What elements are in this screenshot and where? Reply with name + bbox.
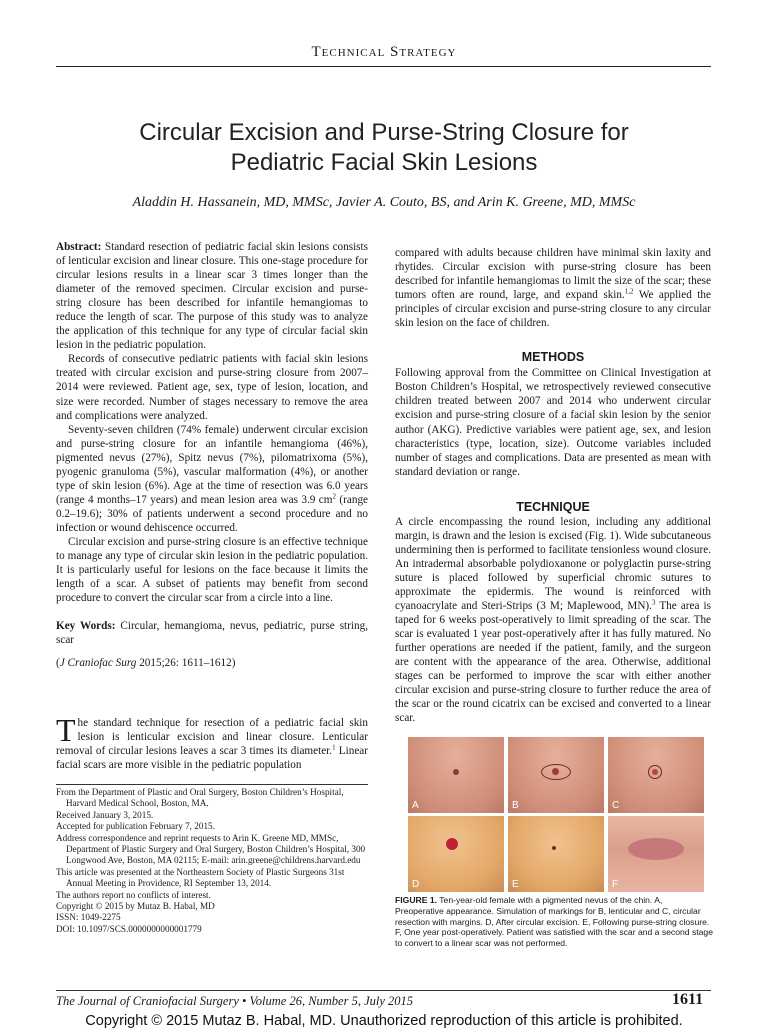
photo-panel-a [408,737,504,813]
photo-panel-c [608,737,704,813]
body-right-column [395,246,711,725]
footnote-rule [56,784,368,785]
panel-label-d: D [412,879,420,890]
intro-text: he standard technique for resection of a pediatric facial skin lesion is lenticular excision and linear closure. Lenticular removal of circular lesions leaves a scar 3 times its diameter. [56,717,368,758]
caption-text: Ten-year-old female with a pigmented nevus of the chin. A, Preoperative appearance. Simulation of markings for B, lenticular and C, circular resection with margins. D, After circular excision. E, Following purse-string closure. F, One year post-operatively. Patient was satisfied with the scar and a second stage to convert to a linear scar was not performed. [395,895,713,949]
abstract-p1: Standard resection of pediatric facial skin lesions consists of lenticular excision and linear closure. This one-stage procedure for circular lesions results in a linear scar 3 times longer than the diameter of the removed specimen. Circular excision and purse-string closure has been described for infantile hemangiomas to reduce the length of scar. The purpose of this study was to analyze the application of this technique for any type of circular facial skin lesion in the pediatric population. [56,241,368,352]
keywords-label: Key Words: [56,620,116,633]
abstract-p3-b: (range 0.2–19.6); 30% of patients underwent a second procedure and no infection or wound dehiscence occurred. [56,493,369,534]
wound [446,838,458,850]
continuation-a: compared with adults because children have minimal skin laxity and rhytides. Circular excision with purse-string closure has been described for infantile hemangiomas to limit the size of the scar; these tumors often are round, large, and expand skin. [395,247,711,302]
photo-panel-b [508,737,604,813]
abstract-p2: Records of consecutive pediatric patients with facial skin lesions treated with circular excision and purse-string closure from 2007–2014 were reviewed. Patient age, sex, type of lesion, location, and size were recorded. Number of stages necessary to remove the area and complications were analyzed. [56,353,368,422]
footnotes [56,787,368,935]
introduction [56,712,368,772]
journal-name: The Journal of Craniofacial Surgery [56,994,239,1008]
footer-journal [56,994,413,1009]
abstract-p3-a: Seventy-seven children (74% female) underwent circular excision and purse-string closure for an infantile hemangioma (46%), pigmented nevus (27%), Spitz nevus (7%), pilomatrixoma (5%), pyogenic granuloma (5%), vascular malformation (4%), or another type of skin lesion (6%). Age at the time of resection was 6.0 years (range 4 months–17 years) and mean lesion area was 3.9 cm [56,423,368,506]
photo-panel-d [408,816,504,892]
lips [628,838,684,860]
article-title [60,118,708,178]
panel-label-c: C [612,800,620,811]
methods-text: Following approval from the Committee on Clinical Investigation at Boston Children’s Hospital, we retrospectively reviewed consecutive children treated between 2007 and 2014 who underwent circular excision and purse-string closure of a facial skin lesion by the senior author (AKG). Predictive variables were patient age, sex, and lesion characteristics (type, location, size). Outcome variables included number of stages and complications. Data are presented as mean with standard deviation or range. [395,367,711,478]
citation-journal: J Craniofac Surg [59,657,137,670]
page-number: 1611 [672,991,704,1008]
purse-string-closure [552,846,556,850]
photo-panel-e [508,816,604,892]
footnote-correspondence: Address correspondence and reprint requests to Arin K. Greene MD, MMSc, Department of Plastic Surgery and Oral Surgery, Boston Children’s Hospital, 300 Longwood Ave, Boston, MA 02115; E-mail: arin.greene@childrens.harvard.edu [56,832,366,866]
figure-1 [408,737,708,892]
author-list: Aladdin H. Hassanein, MD, MMSc, Javier A. Couto, BS, and Arin K. Greene, MD, MMSc [132,195,636,210]
footnote-accepted: Accepted for publication February 7, 2015. [56,821,215,832]
continuation-b: We applied the principles of circular excision and purse-string closure to any circular skin lesion on the face of children. [395,289,711,330]
caption-label: FIGURE 1. [395,895,438,905]
nevus-marking [552,768,559,775]
footnote-doi: DOI: 10.1097/SCS.0000000000001779 [56,923,202,934]
footnote-conflicts: The authors report no conflicts of interest. [56,889,211,900]
superscript: 2 [332,492,336,501]
running-head: Technical Strategy [311,44,457,60]
title-line-2: Pediatric Facial Skin Lesions [230,149,538,176]
citation: (J Craniofac Surg 2015;26: 1611–1612) [56,657,236,670]
footnote-presentation: This article was presented at the Northeastern Society of Plastic Surgeons 31st Annual Meeting in Providence, RI September 13, 2014. [56,866,345,889]
photo-panel-f [608,816,704,892]
abstract-label: Abstract: [56,241,102,253]
nevus-marking [652,769,658,775]
title-line-1: Circular Excision and Purse-String Closure for [139,119,629,146]
panel-label-f: F [612,879,619,890]
intro-text-2: Linear facial scars are more visible in the pediatric population [56,745,368,772]
panel-label-b: B [512,800,519,811]
abstract [56,240,368,670]
superscript: 1 [332,743,336,752]
footer-rule [56,990,711,991]
figure-caption [395,895,713,949]
panel-label-e: E [512,879,519,890]
separator-bullet: • [242,994,247,1008]
keywords [56,619,368,647]
abstract-p3 [56,423,368,535]
footnote-issn: ISSN: 1049-2275 [56,912,121,923]
abstract-p4: Circular excision and purse-string closure is an effective technique to manage any type of circular skin lesion in the pediatric population. It is particularly useful for lesions on the face because it limits the length of a scar. A subset of patients may benefit from second procedure to convert the circular scar from a circle into a line. [56,535,368,605]
footnote-affiliation: From the Department of Plastic and Oral Surgery, Boston Children’s Hospital, Harvard Medical School, Boston, MA. [56,787,344,809]
keywords-text: Circular, hemangioma, nevus, pediatric, purse string, scar [56,620,368,647]
technique-text [395,515,711,726]
footnote-copyright: Copyright © 2015 by Mutaz B. Habal, MD [56,901,215,912]
technique-b: The area is taped for 6 weeks post-operatively to limit spreading of the scar. The scar is evaluated 1 year post-operatively after it has fully matured. No further operations are needed if the patient, family, and the surgeon are content with the appearance of the area. Otherwise, additional stages can be performed to improve the scar with either another circular excision and purse-string closure to further reduce the area of the scar or the round cicatrix can be excised and converted to a linear scar. [395,600,711,725]
drop-cap: T [56,712,76,748]
journal-issue: Volume 26, Number 5, July 2015 [249,994,414,1008]
technique-a: A circle encompassing the round lesion, including any additional margin, is drawn and the lesion is excised (Fig. 1). Wide subcutaneous undermining then is performed to facilitate tensionless wound closure. An intradermal absorbable polydioxanone or polyglactin purse-string suture is placed followed by superficial chromic sutures to approximate the epidermis. The wound is reinforced with cyanoacrylate and Steri-Strips (3 M; Maplewood, MN). [395,515,711,613]
panel-label-a: A [412,800,419,811]
footnote-received: Received January 3, 2015. [56,809,154,820]
nevus-marking [453,769,459,775]
intro-continuation [395,246,711,330]
copyright-banner: Copyright © 2015 Mutaz B. Habal, MD. Unauthorized reproduction of this article is prohibited. [85,1013,683,1029]
methods-heading: METHODS [521,350,585,365]
technique-heading: TECHNIQUE [516,499,590,514]
superscript: 1,2 [624,287,634,296]
citation-rest: 2015;26: 1611–1612) [136,657,236,670]
superscript: 3 [651,598,656,607]
header-rule [56,66,711,67]
